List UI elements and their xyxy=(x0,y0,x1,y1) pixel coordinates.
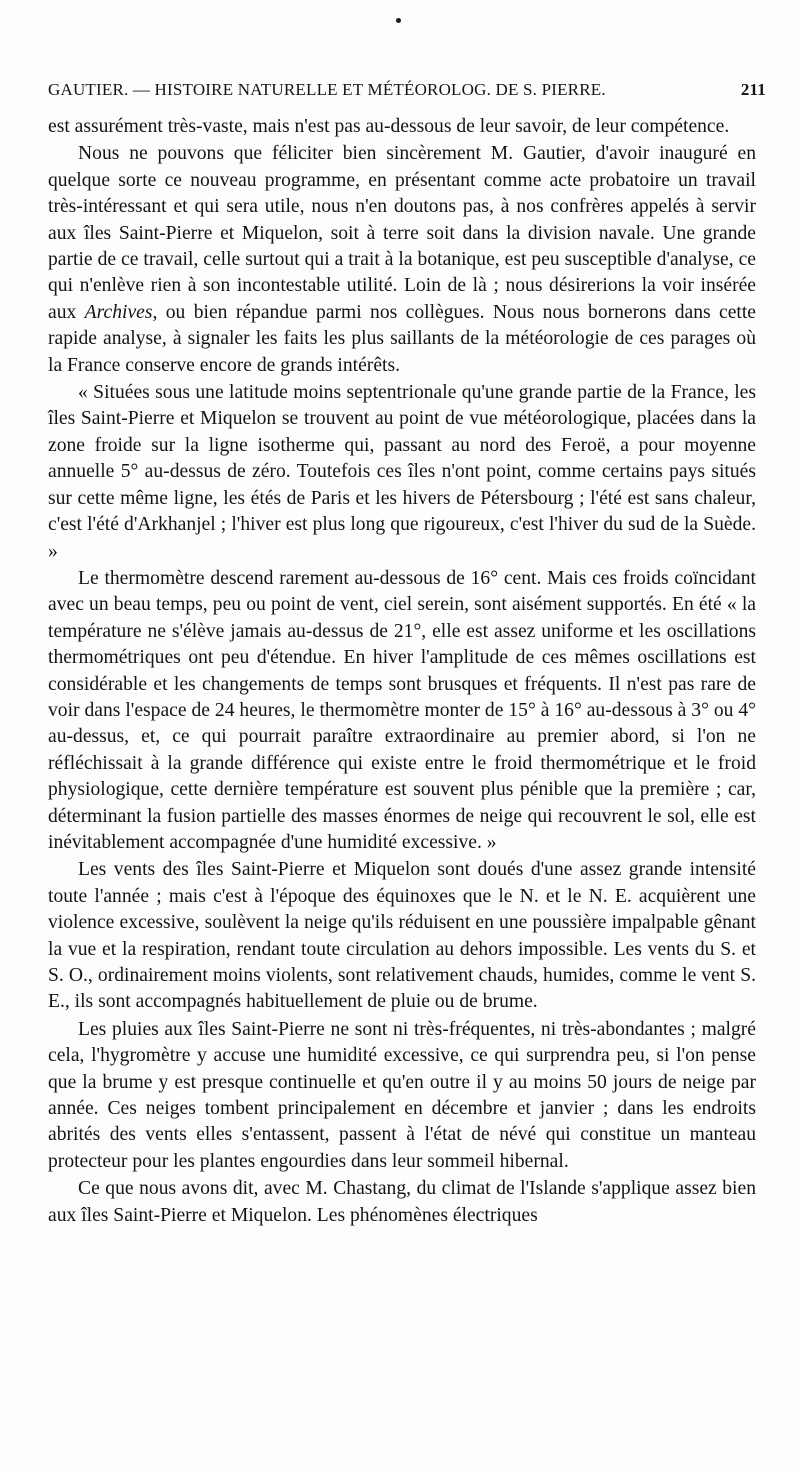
paragraph-text: Les vents des îles Saint-Pierre et Miquelon sont doués d'une assez grande intensité toute l'année ; mais c'est à l'époque des équinoxes que le N. et le N. E. acquièrent une violence excessive, soulèvent la neige qu'ils réduisent en une poussière impalpable gênant la vue et la respiration, rendant toute circulation au dehors impossible. Les vents du S. et S. O., ordinairement moins violents, sont relativement chauds, humides, comme le vent S. E., ils sont accompagnés habituellement de pluie ou de brume. xyxy=(48,859,756,1013)
paragraph-text: « Situées sous une latitude moins septentrionale qu'une grande partie de la France, les îles Saint-Pierre et Miquelon se trouvent au point de vue météorologique, placées dans la zone froide sur la ligne isotherme qui, passant au nord des Feroë, a pour moyenne annuelle 5° au-dessus de zéro. Toutefois ces îles n'ont point, comme certains pays situés sur cette même ligne, les étés de Paris et les hivers de Pétersbourg ; l'été est sans chaleur, c'est l'été d'Arkhanjel ; l'hiver est plus long que rigoureux, c'est l'hiver du sud de la Suède. » xyxy=(48,382,756,562)
print-speck xyxy=(396,18,401,23)
paragraph-continuation xyxy=(48,114,756,140)
paragraph-climate xyxy=(48,1176,756,1229)
paragraph-thermometer xyxy=(48,566,756,856)
paragraph-text: Le thermomètre descend rarement au-dessous de 16° cent. Mais ces froids coïncidant avec un beau temps, peu ou point de vent, ciel serein, sont aisément supportés. En été « la température ne s'élève jamais au-dessus de 21°, elle est assez uniforme et les oscillations thermométriques ont peu d'étendue. En hiver l'amplitude de ces mêmes oscillations est considérable et les changements de temps sont brusques et fréquents. Il n'est pas rare de voir dans l'espace de 24 heures, le thermomètre monter de 15° à 16° au-dessous à 3° ou 4° au-dessus, et, ce qui pourrait paraître extraordinaire au premier abord, si l'on ne réfléchissait à la grande différence qui existe entre le froid thermométrique et le froid physiologique, cette dernière température est souvent plus pénible que la première ; car, déterminant la fusion partielle des masses énormes de neige qui recouvrent le sol, elle est inévitablement accompagnée d'une humidité excessive. » xyxy=(48,567,756,853)
paragraph-text: Nous ne pouvons que féliciter bien sincèrement M. Gautier, d'avoir inauguré en quelque sorte ce nouveau programme, en présentant comme acte probatoire un travail très-intéressant et qui sera utile, nous n'en doutons pas, à nos confrères appelés à servir aux îles Saint-Pierre et Miquelon, soit à terre soit dans la division navale. Une grande partie de ce travail, celle surtout qui a trait à la botanique, est peu susceptible d'analyse, ce qui n'enlève rien à son incontestable utilité. Loin de là ; nous désirerions la voir insérée aux xyxy=(48,143,756,323)
paragraph-text: est assurément très-vaste, mais n'est pas au-dessous de leur savoir, de leur compétence. xyxy=(48,116,730,137)
page-header xyxy=(48,80,766,110)
paragraph-rain xyxy=(48,1017,756,1175)
body-text xyxy=(48,114,756,1230)
running-title: GAUTIER. — HISTOIRE NATURELLE ET MÉTÉOROLOG. DE S. PIERRE. xyxy=(48,80,606,99)
italic-archives: Archives xyxy=(84,301,153,323)
paragraph-winds xyxy=(48,857,756,1015)
page-number: 211 xyxy=(740,80,766,99)
paragraph-situation xyxy=(48,380,756,565)
paragraph-text: Ce que nous avons dit, avec M. Chastang, du climat de l'Islande s'applique assez bien aux îles Saint-Pierre et Miquelon. Les phénomènes électriques xyxy=(48,1178,756,1226)
paragraph-text-after: , ou bien répandue parmi nos collègues. Nous nous bornerons dans cette rapide analyse, à signaler les faits les plus saillants de la météorologie de ces parages où la France conserve encore de grands intérêts. xyxy=(48,301,757,376)
paragraph-gautier-praise xyxy=(48,141,756,379)
paragraph-text: Les pluies aux îles Saint-Pierre ne sont ni très-fréquentes, ni très-abondantes ; malgré cela, l'hygromètre y accuse une humidité excessive, ce qui surprendra peu, si l'on pense que la brume y est presque continuelle et qu'en outre il y au moins 50 jours de neige par année. Ces neiges tombent principalement en décembre et janvier ; dans les endroits abrités des vents elles s'entassent, passent à l'état de névé qui constitue un manteau protecteur pour les plantes engourdies dans leur sommeil hibernal. xyxy=(48,1018,756,1172)
